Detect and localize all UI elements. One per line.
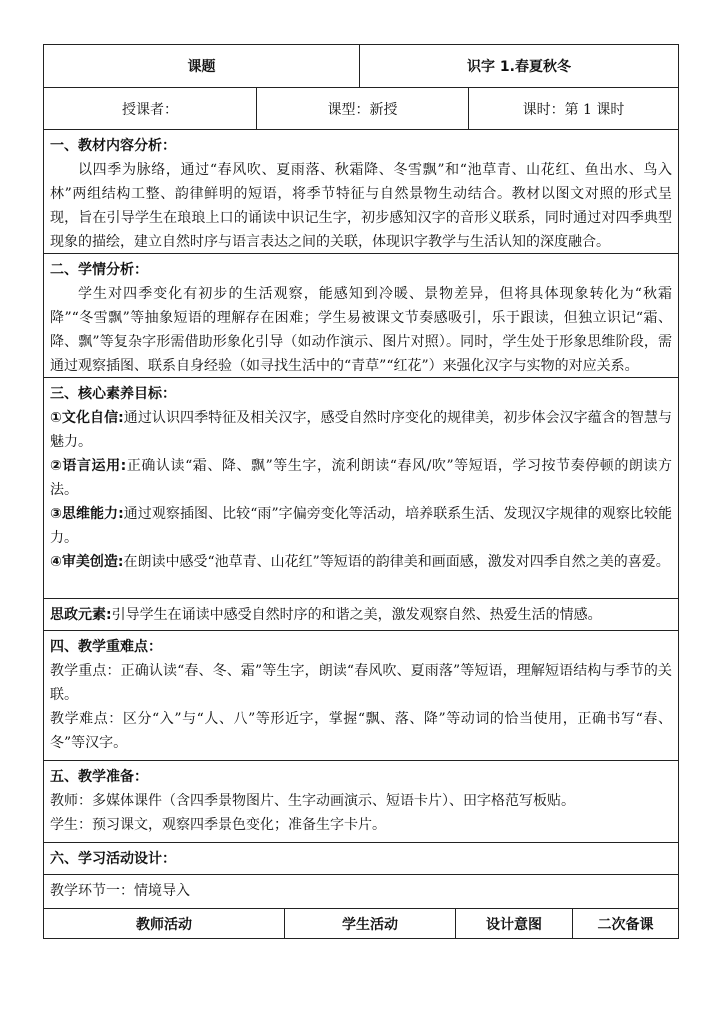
column-student-activity: 学生活动 xyxy=(284,909,455,938)
activity-table-header xyxy=(44,908,678,939)
ideology-text: 引导学生在诵读中感受自然时序的和谐之美，激发观察自然、热爱生活的情感。 xyxy=(111,607,602,623)
goal-text: 通过认识四季特征及相关汉字，感受自然时序变化的规律美，初步体会汉字蕴含的智慧与魅力。 xyxy=(50,410,673,450)
teacher-preparation: 教师：多媒体课件（含四季景物图片、生字动画演示、短语卡片）、田字格范写板贴。 xyxy=(50,793,575,809)
stage-row xyxy=(44,874,678,908)
student-analysis-section xyxy=(44,253,678,377)
content-analysis-section xyxy=(44,129,678,253)
goal-label: ②语言运用: xyxy=(50,458,127,474)
core-goals-section xyxy=(44,377,678,598)
goal-item xyxy=(50,454,672,502)
class-time: 课时：第 1 课时 xyxy=(468,88,678,129)
topic-row xyxy=(44,44,678,87)
goal-text: 通过观察插图、比较“雨”字偏旁变化等活动，培养联系生活、发现汉字规律的观察比较能力。 xyxy=(50,506,673,546)
teacher-label: 授课者： xyxy=(122,101,178,118)
goal-item xyxy=(50,502,672,550)
difficult-point: 教学难点：区分“入”与“人、八”等形近字，掌握“飘、落、降”等动词的恰当使用，正确书写“春、冬”等汉字。 xyxy=(50,711,672,751)
content-analysis-title: 一、教材内容分析： xyxy=(50,138,176,154)
activity-design-title: 六、学习活动设计： xyxy=(50,851,176,867)
core-goals-title: 三、核心素养目标： xyxy=(50,386,176,402)
key-points-section xyxy=(44,630,678,760)
ideology-label: 思政元素: xyxy=(50,607,112,623)
goal-text: 正确认读“霜、降、飘”等生字，流利朗读“春风/吹”等短语，学习按节奏停顿的朗读方法。 xyxy=(50,458,673,498)
topic-label: 课题 xyxy=(187,59,216,75)
goal-label: ①文化自信: xyxy=(50,410,124,426)
preparation-title: 五、教学准备： xyxy=(50,769,148,785)
goal-label: ④审美创造: xyxy=(50,554,124,570)
content-analysis-body: 以四季为脉络，通过“春风吹、夏雨落、秋霜降、冬雪飘”和“池草青、山花红、鱼出水、鸟入林”两组结构工整、韵律鲜明的短语，将季节特征与自然景物生动结合。教材以图文对照的形式呈现，旨在引导学生在琅琅上口的诵读中识记生字，初步感知汉字的音形义联系，同时通过对四季典型现象的描绘，建立自然时序与语言表达之间的关联，体现识字教学与生活认知的深度融合。 xyxy=(50,162,672,250)
student-analysis-title: 二、学情分析： xyxy=(50,262,148,278)
ideology-section xyxy=(44,598,678,630)
column-teacher-activity: 教师活动 xyxy=(136,916,192,933)
topic-value: 识字 1.春夏秋冬 xyxy=(359,45,678,87)
column-second-prep: 二次备课 xyxy=(572,909,678,938)
preparation-section xyxy=(44,760,678,842)
goal-item xyxy=(50,550,672,574)
key-point: 教学重点：正确认读“春、冬、霜”等生字，朗读“春风吹、夏雨落”等短语，理解短语结构与季节的关联。 xyxy=(50,663,672,703)
stage-label: 教学环节一：情境导入 xyxy=(50,883,190,899)
key-points-title: 四、教学重难点： xyxy=(50,639,162,655)
activity-design-section xyxy=(44,842,678,874)
lesson-plan-table xyxy=(43,44,679,939)
student-analysis-body: 学生对四季变化有初步的生活观察，能感知到冷暖、景物差异，但将具体现象转化为“秋霜降”“冬雪飘”等抽象短语的理解存在困难；学生易被课文节奏感吸引，乐于跟读，但独立识记“霜、降、飘”等复杂字形需借助形象化引导（如动作演示、图片对照）。同时，学生处于形象思维阶段，需通过观察插图、联系自身经验（如寻找生活中的“青草”“红花”）来强化汉字与实物的对应关系。 xyxy=(50,286,672,374)
goal-label: ③思维能力: xyxy=(50,506,124,522)
column-design-intent: 设计意图 xyxy=(455,909,572,938)
goal-text: 在朗读中感受“池草青、山花红”等短语的韵律美和画面感，激发对四季自然之美的喜爱。 xyxy=(123,554,670,570)
info-row xyxy=(44,87,678,129)
goal-item xyxy=(50,406,672,454)
student-preparation: 学生：预习课文，观察四季景色变化；准备生字卡片。 xyxy=(50,817,386,833)
lesson-type: 课型：新授 xyxy=(256,88,468,129)
